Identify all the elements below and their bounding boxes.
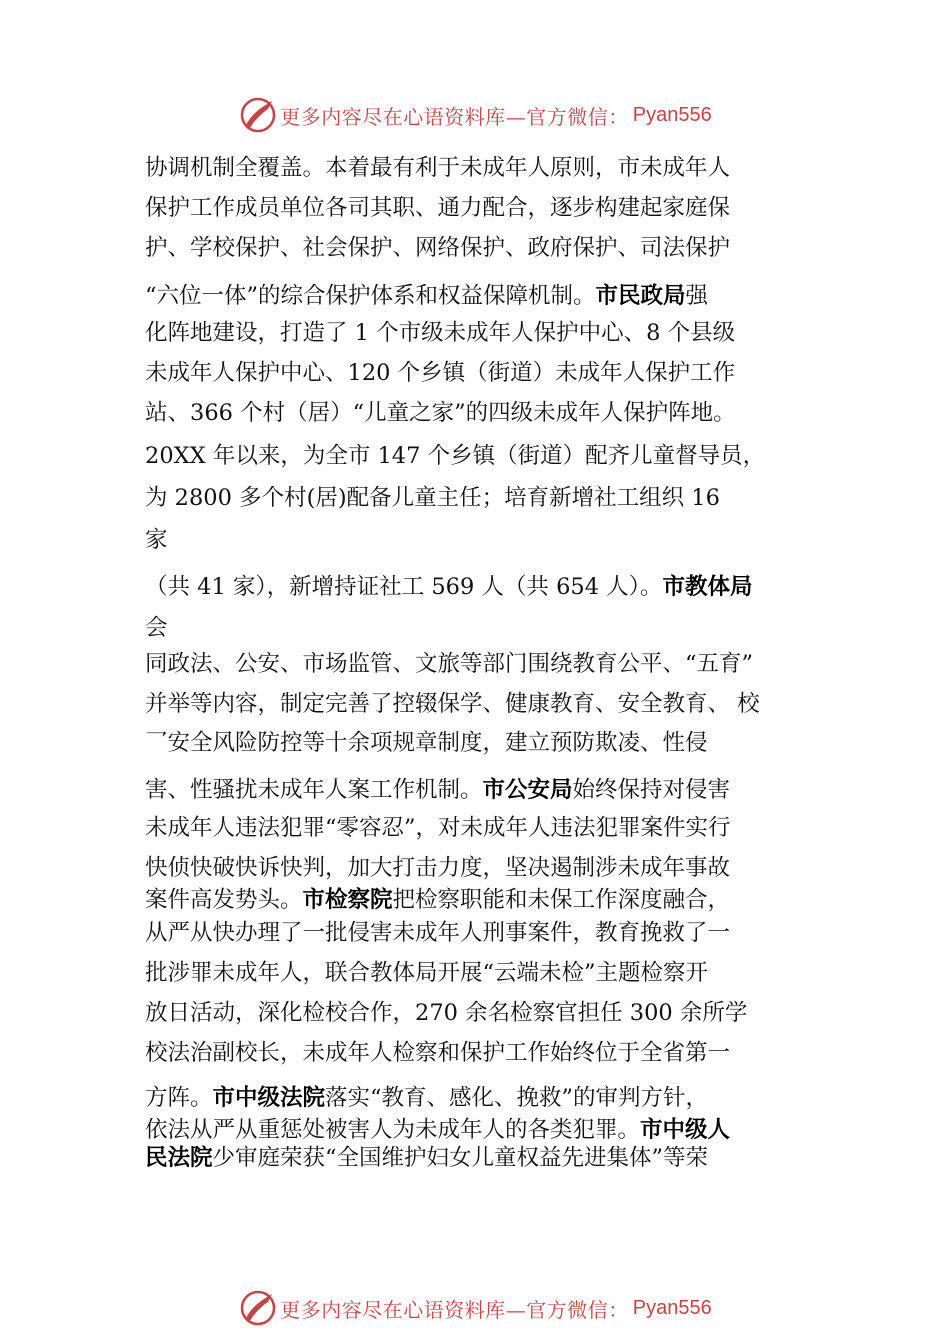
text-line (145, 1142, 825, 1174)
text-segment: 从严从快办理了一批侵害未成年人刑事案件，教育挽救了一 (145, 920, 731, 946)
text-segment: 化阵地建设，打造了 1 个市级未成年人保护中心、8 个县级 (145, 320, 736, 346)
text-line (145, 852, 825, 884)
department-name: 市公安局 (482, 777, 573, 803)
watermark-text: 更多内容尽在心语资料库—官方微信： (280, 1297, 629, 1322)
text-segment: 害、性骚扰未成年人案工作机制。 (145, 777, 483, 803)
text-line (145, 957, 825, 989)
text-segment: 保护工作成员单位各司其职、通力配合，逐步构建起家庭保 (145, 195, 731, 221)
text-segment: 批涉罪未成年人，联合教体局开展“云端未检”主题检察开 (145, 960, 709, 986)
text-line (145, 232, 825, 264)
text-line (145, 648, 825, 680)
text-line (145, 357, 825, 389)
text-segment: 强 (685, 283, 709, 309)
text-segment: 依法从严从重惩处被害人为未成年人的各类犯罪。 (145, 1117, 641, 1143)
department-name: 市检察院 (302, 887, 393, 913)
text-line (145, 280, 825, 312)
text-segment: 未成年人保护中心、120 个乡镇（街道）未成年人保护工作 (145, 360, 736, 386)
watermark-text: 更多内容尽在心语资料库—官方微信： (280, 104, 629, 129)
department-name: 市中级人 (640, 1117, 731, 1143)
text-line (145, 727, 825, 759)
text-line (145, 440, 825, 472)
text-line (145, 524, 825, 556)
text-line (145, 192, 825, 224)
text-segment: 同政法、公安、市场监管、文旅等部门围绕教育公平、“五育” (145, 651, 754, 677)
department-name: 市教体局 (662, 574, 753, 600)
text-segment: 少审庭荣获“全国维护妇女儿童权益先进集体”等荣 (212, 1145, 709, 1171)
text-segment: 20XX 年以来，为全市 147 个乡镇（街道）配齐儿童督导员， (145, 443, 766, 469)
header-watermark (0, 93, 950, 137)
text-segment: 未成年人违法犯罪“零容忍”，对未成年人违法犯罪案件实行 (145, 815, 731, 841)
text-line (145, 917, 825, 949)
text-segment: 家 (145, 527, 168, 553)
text-segment: 会 (145, 615, 168, 641)
text-segment: 方阵。 (145, 1085, 213, 1111)
watermark-wechat-id: Pyan556 (632, 1296, 712, 1319)
pen-logo-icon (238, 95, 278, 135)
text-segment: 案件高发势头。 (145, 887, 303, 913)
text-line (145, 1037, 825, 1069)
text-line (145, 884, 825, 916)
pen-logo-icon (238, 1288, 278, 1328)
text-line (145, 688, 825, 720)
text-segment: 护、学校保护、社会保护、网络保护、政府保护、司法保护 (145, 235, 731, 261)
text-segment: 把检察职能和未保工作深度融合， (392, 887, 731, 913)
text-segment: 快侦快破快诉快判，加大打击力度，坚决遏制涉未成年事故 (145, 855, 731, 881)
text-segment: 为 2800 多个村(居)配备儿童主任；培育新增社工组织 16 (145, 485, 720, 511)
text-line (145, 1082, 825, 1114)
department-name: 市中级法院 (212, 1085, 326, 1111)
text-line (145, 571, 825, 603)
text-line (145, 317, 825, 349)
text-line (145, 774, 825, 806)
text-segment: 放日活动，深化检校合作，270 余名检察官担任 300 余所学 (145, 1000, 748, 1026)
text-segment: 始终保持对侵害 (572, 777, 731, 803)
department-name: 民法院 (145, 1145, 213, 1171)
footer-watermark (0, 1286, 950, 1330)
text-line (145, 152, 825, 184)
text-segment: （共 41 家），新增持证社工 569 人（共 654 人）。 (145, 574, 663, 600)
text-line (145, 482, 825, 514)
text-segment: ⺂安全风险防控等十余项规章制度，建立预防欺凌、性侵 (145, 730, 708, 756)
text-segment: 校法治副校长，未成年人检察和保护工作始终位于全省第一 (145, 1040, 731, 1066)
watermark-wechat-id: Pyan556 (632, 103, 712, 126)
text-line (145, 612, 825, 644)
text-segment: 并举等内容，制定完善了控辍保学、健康教育、安全教育、 校 (145, 691, 760, 717)
text-segment: “六位一体”的综合保护体系和权益保障机制。 (145, 283, 596, 309)
text-line (145, 812, 825, 844)
text-line (145, 397, 825, 429)
text-segment: 协调机制全覆盖。本着最有利于未成年人原则，市未成年人 (145, 155, 731, 181)
text-segment: 站、366 个村（居）“儿童之家”的四级未成年人保护阵地。 (145, 400, 736, 426)
department-name: 市民政局 (595, 283, 686, 309)
text-segment: 落实“教育、感化、挽救”的审判方针， (325, 1085, 709, 1111)
text-line (145, 997, 825, 1029)
